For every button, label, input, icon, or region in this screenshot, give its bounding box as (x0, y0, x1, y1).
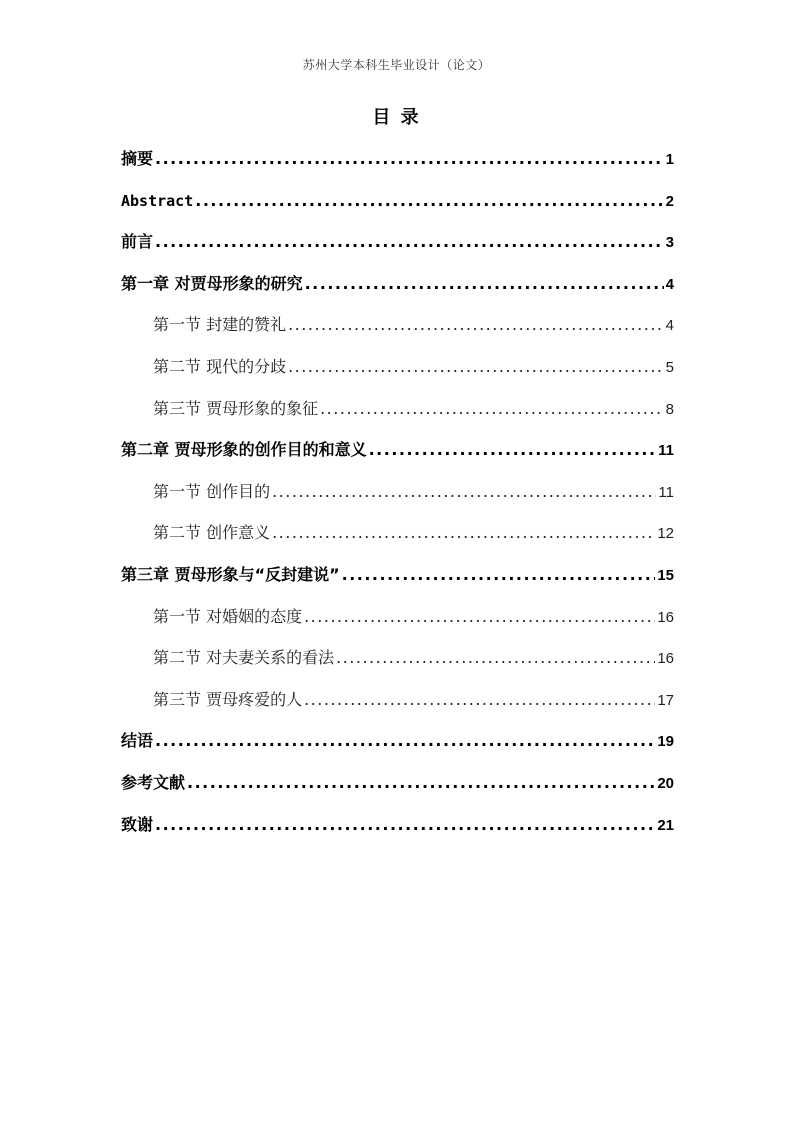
toc-entry-label: 摘要 (121, 149, 154, 168)
toc-entry-label: 前言 (121, 232, 154, 252)
toc-entry-chapter-3[interactable] (121, 554, 674, 596)
toc-entry-label: Abstract (121, 191, 194, 210)
toc-entry-chapter-1-section-1[interactable] (121, 304, 674, 346)
toc-entry-page: 11 (658, 442, 674, 460)
toc-entry-label: 第二节 创作意义 (153, 523, 271, 543)
toc-entry-page: 1 (665, 151, 674, 168)
toc-entry-page: 19 (657, 733, 674, 751)
toc-leader (155, 138, 664, 180)
toc-entry-label: 第一节 创作目的 (153, 481, 271, 501)
toc-entry-label: 致谢 (121, 814, 154, 834)
toc-entry-page: 20 (657, 774, 674, 792)
toc-entry-chapter-1-section-2[interactable] (121, 346, 674, 388)
toc-entry-page: 4 (665, 275, 674, 293)
toc-leader (342, 554, 656, 596)
toc-entry-chapter-2-section-2[interactable] (121, 512, 674, 554)
toc-leader (155, 804, 655, 846)
toc-leader (155, 221, 664, 263)
toc-entry-label: 第三章 贾母形象与“反封建说” (121, 564, 340, 584)
toc-entry-label: 结语 (121, 731, 154, 751)
toc-leader (187, 762, 655, 804)
toc-entry-chapter-3-section-2[interactable] (121, 637, 674, 679)
toc-entry-page: 2 (665, 192, 674, 210)
toc-entry-page: 15 (657, 566, 674, 584)
toc-leader (288, 346, 664, 388)
toc-entry-label: 第一节 对婚姻的态度 (153, 606, 303, 626)
toc-leader (320, 388, 664, 430)
toc-entry-page: 11 (658, 483, 674, 501)
toc-entry-chapter-1-section-3[interactable] (121, 388, 674, 430)
toc-leader (305, 263, 664, 305)
toc-entry-label: 第二节 对夫妻关系的看法 (153, 648, 335, 668)
toc-entry-label: 第三节 贾母疼爱的人 (153, 689, 303, 709)
toc-entry-label: 第三节 贾母形象的象征 (153, 398, 319, 418)
toc-leader (336, 637, 655, 679)
toc-entry-page: 16 (657, 650, 674, 668)
table-of-contents (121, 138, 674, 845)
page-header: 苏州大学本科生毕业设计（论文） (302, 58, 491, 72)
toc-entry-page: 8 (665, 400, 674, 418)
toc-leader (195, 180, 663, 222)
toc-leader (369, 429, 657, 471)
toc-entry-page: 12 (657, 525, 674, 543)
toc-entry-page: 5 (665, 358, 674, 376)
toc-leader (272, 512, 655, 554)
toc-entry-conclusion[interactable] (121, 720, 674, 762)
toc-entry-page: 21 (657, 816, 674, 834)
toc-entry-preface[interactable] (121, 221, 674, 263)
toc-entry-acknowledgements[interactable] (121, 804, 674, 846)
toc-leader (272, 471, 656, 513)
toc-entry-label: 参考文献 (121, 772, 186, 792)
toc-entry-chapter-3-section-1[interactable] (121, 596, 674, 638)
toc-title: 目 录 (372, 107, 421, 128)
toc-entry-chapter-1[interactable] (121, 263, 674, 305)
toc-entry-chapter-2-section-1[interactable] (121, 471, 674, 513)
toc-entry-label: 第一章 对贾母形象的研究 (121, 273, 303, 293)
toc-entry-label: 第二章 贾母形象的创作目的和意义 (121, 440, 367, 460)
toc-entry-abstract-en[interactable] (121, 180, 674, 222)
toc-entry-page: 16 (657, 608, 674, 626)
toc-leader (288, 304, 664, 346)
toc-entry-page: 17 (657, 691, 674, 709)
toc-entry-label: 第一节 封建的赞礼 (153, 315, 287, 335)
toc-leader (304, 596, 655, 638)
toc-leader (304, 679, 655, 721)
toc-entry-label: 第二节 现代的分歧 (153, 356, 287, 376)
toc-entry-chapter-2[interactable] (121, 429, 674, 471)
toc-entry-page: 4 (665, 317, 674, 335)
toc-leader (155, 720, 655, 762)
toc-entry-chapter-3-section-3[interactable] (121, 679, 674, 721)
toc-entry-abstract-cn[interactable] (121, 138, 674, 180)
toc-entry-page: 3 (665, 234, 674, 252)
toc-entry-references[interactable] (121, 762, 674, 804)
